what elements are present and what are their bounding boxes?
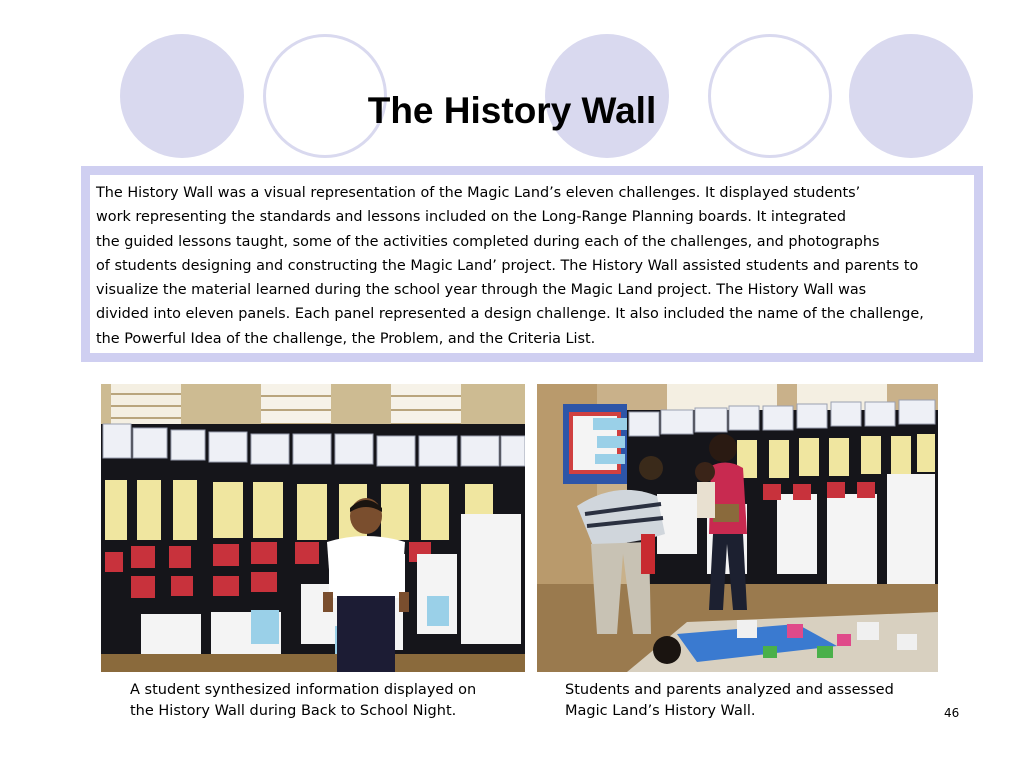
photo-right-illustration (537, 384, 938, 672)
slide-title: The History Wall (367, 90, 657, 131)
caption-right-line-1: Students and parents analyzed and assessed (565, 682, 894, 698)
photo-students-parents (537, 384, 938, 672)
description-line: the Powerful Idea of the challenge, the Problem, and the Criteria List. (96, 330, 596, 347)
caption-left (130, 680, 476, 722)
photo-student-history-wall (101, 384, 525, 672)
caption-right-line-2: Magic Land’s History Wall. (565, 703, 756, 719)
caption-right (565, 680, 894, 722)
caption-left-line-1: A student synthesized information displayed on (130, 682, 477, 698)
description-line: of students designing and constructing the Magic Land’ project. The History Wall assisted students and parents to (96, 257, 919, 274)
description-line: The History Wall was a visual representation of the Magic Land’s eleven challenges. It displayed students’ (96, 185, 861, 201)
description-line: visualize the material learned during the school year through the Magic Land project. The History Wall was (96, 282, 867, 299)
description-line: divided into eleven panels. Each panel represented a design challenge. It also included the name of the challenge, (96, 306, 924, 323)
description-box (81, 166, 983, 362)
description-line: work representing the standards and lessons included on the Long-Range Planning boards. It integrated (96, 209, 847, 226)
photo-left-illustration (101, 384, 525, 672)
slide-number: 46 (944, 706, 960, 720)
caption-left-line-2: the History Wall during Back to School Night. (130, 703, 457, 719)
description-line: the guided lessons taught, some of the activities completed during each of the challenges, and photographs (96, 233, 880, 250)
